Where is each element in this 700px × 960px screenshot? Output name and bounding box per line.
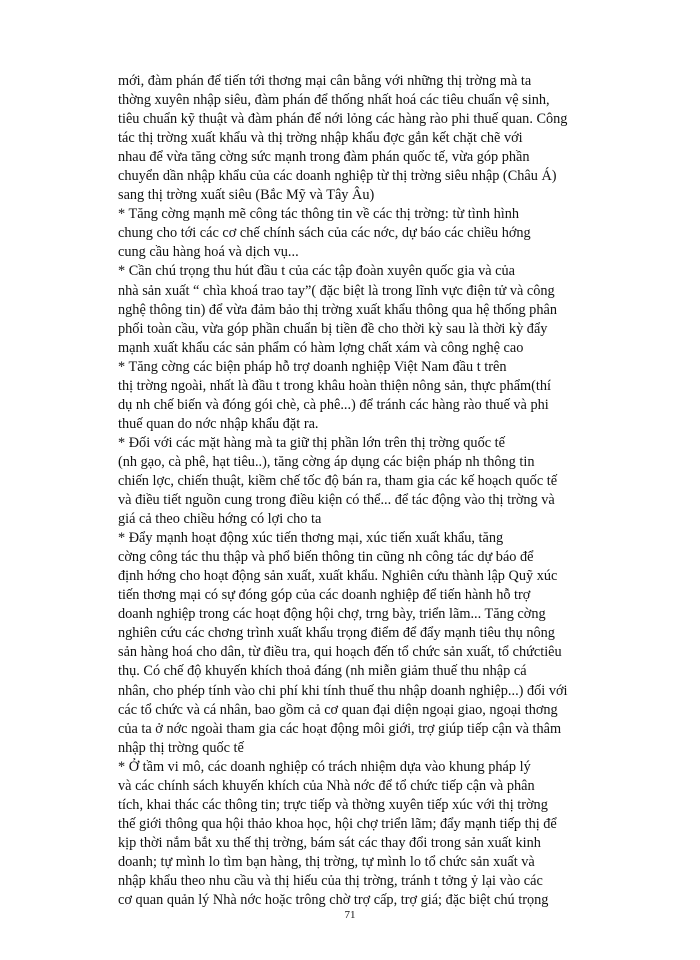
text-line: thuế quan do nớc nhập khẩu đặt ra. bbox=[118, 415, 319, 432]
text-line: nhau để vừa tăng cờng sức mạnh trong đàm phán quốc tế, vừa góp phần bbox=[118, 149, 530, 166]
text-line: * Cần chú trọng thu hút đầu t của các tập đoàn xuyên quốc gia và của bbox=[118, 263, 516, 280]
text-line: * Ở tầm vi mô, các doanh nghiệp có trách nhiệm dựa vào khung pháp lý bbox=[118, 758, 531, 775]
page-number: 71 bbox=[344, 909, 356, 921]
text-line: * Đối với các mặt hàng mà ta giữ thị phần lớn trên thị trờng quốc tế bbox=[118, 434, 505, 451]
text-line: mạnh xuất khẩu các sản phẩm có hàm lợng chất xám và công nghệ cao bbox=[118, 339, 524, 356]
text-line: tác thị trờng xuất khẩu và thị trờng nhập khẩu đợc gắn kết chặt chẽ với bbox=[118, 130, 523, 147]
text-line: thế giới thông qua hội thảo khoa học, hội chợ triển lãm; đẩy mạnh tiếp thị để bbox=[118, 815, 557, 832]
text-line: sản hàng hoá cho dân, từ điều tra, qui hoạch đến tổ chức sản xuất, tổ chứctiêu bbox=[118, 644, 562, 661]
text-line: nghiên cứu các chơng trình xuất khẩu trọng điểm để đẩy mạnh tiêu thụ nông bbox=[118, 625, 555, 642]
text-line: định hớng cho hoạt động sản xuất, xuất khẩu. Nghiên cứu thành lập Quỹ xúc bbox=[118, 568, 558, 585]
text-line: nhập thị trờng quốc tế bbox=[118, 739, 244, 756]
text-line: và điều tiết nguồn cung trong điều kiện có thể... để tác động vào thị trờng và bbox=[118, 492, 555, 509]
text-line: tích, khai thác các thông tin; trực tiếp và thờng xuyên tiếp xúc với thị trờng bbox=[118, 796, 548, 813]
body-text bbox=[118, 72, 634, 910]
text-line: doanh; tự mình lo tìm bạn hàng, thị trờng, tự mình lo tổ chức sản xuất và bbox=[118, 853, 535, 870]
text-line: doanh nghiệp trong các hoạt động hội chợ, trng bày, triển lãm... Tăng cờng bbox=[118, 606, 546, 623]
text-line: * Tăng cờng mạnh mẽ công tác thông tin về các thị trờng: từ tình hình bbox=[118, 206, 519, 223]
text-line: chiến lợc, chiến thuật, kiềm chế tốc độ bán ra, tham gia các kế hoạch quốc tế bbox=[118, 472, 558, 489]
text-line: các tổ chức và cá nhân, bao gồm cả cơ quan đại diện ngoại giao, ngoại thơng bbox=[118, 701, 558, 718]
text-line: sang thị trờng xuất siêu (Bắc Mỹ và Tây Âu) bbox=[118, 187, 375, 204]
text-line: cung cầu hàng hoá và dịch vụ... bbox=[118, 244, 299, 261]
text-line: cơ quan quản lý Nhà nớc hoặc trông chờ trợ cấp, trợ giá; đặc biệt chú trọng bbox=[118, 892, 549, 909]
text-line: phối toàn cầu, vừa góp phần chuẩn bị tiền đề cho thời kỳ sau là thời kỳ đẩy bbox=[118, 320, 548, 337]
text-line: (nh gạo, cà phê, hạt tiêu..), tăng cờng áp dụng các biện pháp nh thông tin bbox=[118, 453, 535, 470]
text-line: * Đẩy mạnh hoạt động xúc tiến thơng mại, xúc tiến xuất khẩu, tăng bbox=[118, 530, 504, 547]
text-line: dụ nh chế biến và đóng gói chè, cà phê...) để tránh các hàng rào thuế và phi bbox=[118, 396, 549, 413]
text-line: nhập khẩu theo nhu cầu và thị hiếu của thị trờng, tránh t tởng ỷ lại vào các bbox=[118, 872, 543, 889]
text-line: kịp thời nắm bắt xu thế thị trờng, bám sát các thay đổi trong sản xuất kinh bbox=[118, 834, 541, 851]
text-line: giá cả theo chiều hớng có lợi cho ta bbox=[118, 511, 322, 528]
text-line: mới, đàm phán để tiến tới thơng mại cân bằng với những thị trờng mà ta bbox=[118, 73, 532, 89]
text-line: tiến thơng mại có sự đóng góp của các doanh nghiệp để tiến hành hỗ trợ bbox=[118, 587, 531, 604]
text-line: * Tăng cờng các biện pháp hỗ trợ doanh nghiệp Việt Nam đầu t trên bbox=[118, 358, 507, 375]
text-line: thụ. Có chế độ khuyến khích thoả đáng (nh miễn giảm thuế thu nhập cá bbox=[118, 663, 527, 680]
text-line: và các chính sách khuyến khích của Nhà nớc để tổ chức tiếp cận và phân bbox=[118, 777, 535, 794]
text-line: chung cho tới các cơ chế chính sách của các nớc, dự báo các chiều hớng bbox=[118, 225, 531, 242]
text-line: thờng xuyên nhập siêu, đàm phán để thống nhất hoá các tiêu chuẩn vệ sinh, bbox=[118, 92, 550, 109]
text-line: chuyển dần nhập khẩu của các doanh nghiệp từ thị trờng siêu nhập (Châu Á) bbox=[118, 168, 557, 185]
text-line: nhà sản xuất “ chìa khoá trao tay”( đặc biệt là trong lĩnh vực điện tử và công bbox=[118, 282, 555, 299]
text-line: nhân, cho phép tính vào chi phí khi tính thuế thu nhập doanh nghiệp...) đối với bbox=[118, 682, 568, 699]
text-line: tiêu chuẩn kỹ thuật và đàm phán để nới lỏng các hàng rào phi thuế quan. Công bbox=[118, 111, 568, 128]
text-line: của ta ở nớc ngoài tham gia các hoạt động môi giới, trợ giúp tiếp cận và thâm bbox=[118, 720, 562, 737]
text-line: thị trờng ngoài, nhất là đầu t trong khâu hoàn thiện nông sản, thực phẩm(thí bbox=[118, 377, 552, 394]
text-line: nghệ thông tin) để vừa đảm bảo thị trờng xuất khẩu thông qua hệ thống phân bbox=[118, 301, 557, 318]
text-line: cờng công tác thu thập và phổ biến thông tin cũng nh công tác dự báo để bbox=[118, 549, 534, 566]
